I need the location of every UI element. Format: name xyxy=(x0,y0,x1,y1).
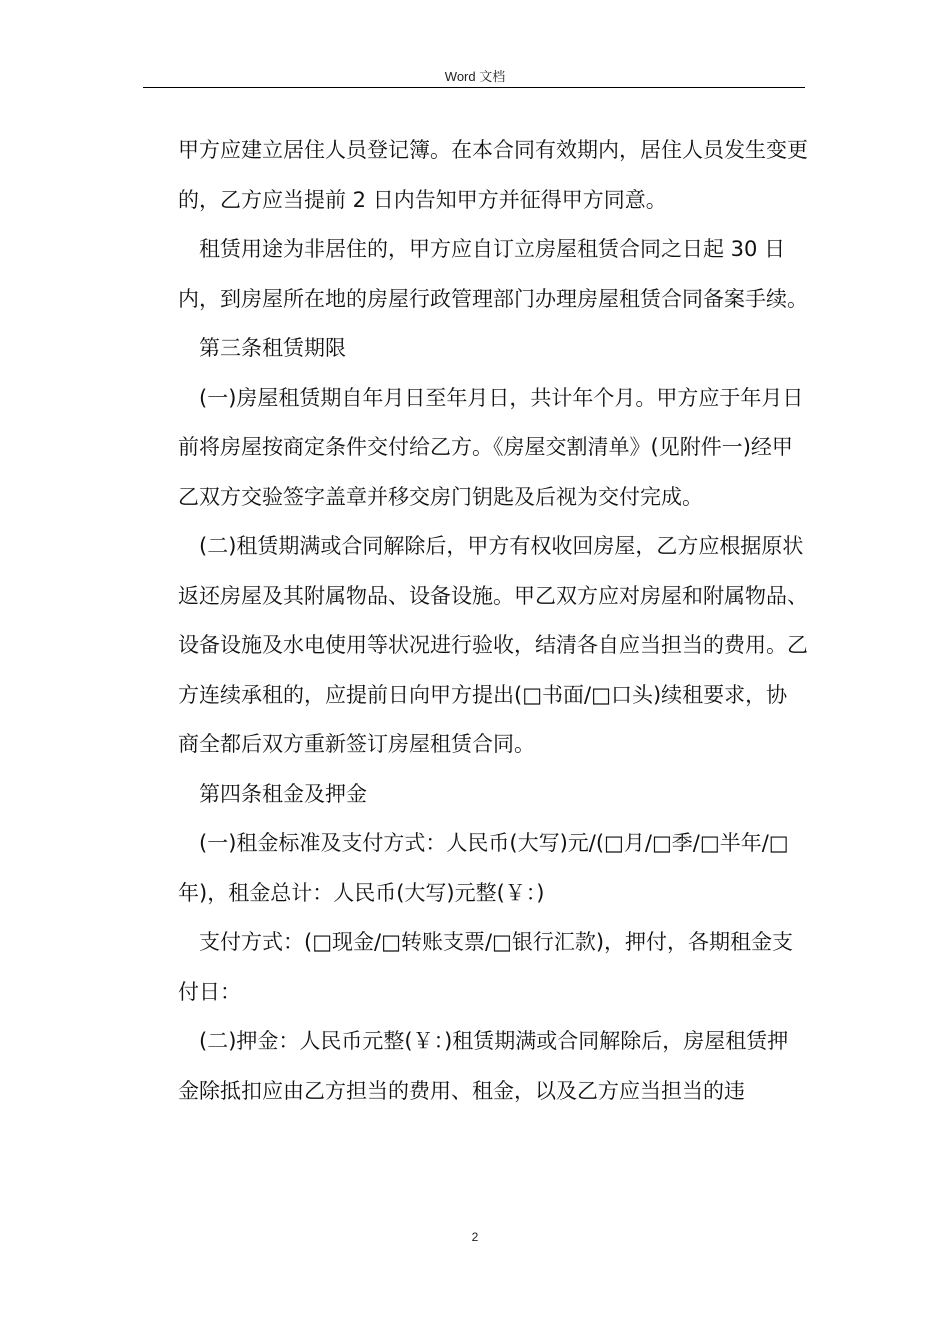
paragraph-payment-method: 支付方式：(□现金/□转账支票/□银行汇款)，押付，各期租金支付日： xyxy=(178,930,794,1004)
section-heading-rent-deposit: 第四条租金及押金 xyxy=(199,781,367,806)
paragraph-lease-period: (一)房屋租赁期自年月日至年月日，共计年个月。甲方应于年月日前将房屋按商定条件交付给乙方。《房屋交割清单》(见附件一)经甲乙双方交验签字盖章并移交房门钥匙及后视为交付完成。 xyxy=(178,385,804,509)
section-heading-lease-term: 第三条租赁期限 xyxy=(199,336,346,360)
page-header: Word 文档 xyxy=(444,69,506,84)
paragraph-lease-expiry: (二)租赁期满或合同解除后，甲方有权收回房屋，乙方应根据原状返还房屋及其附属物品、设备设施。甲乙双方应对房屋和附属物品、设备设施及水电使用等状况进行验收，结清各自应当担当的费用。乙方连续承租的，应提前日向甲方提出(□书面/□口头)续租要求，协商全都后双方重新签订房屋租赁合同。 xyxy=(178,534,808,756)
paragraph-resident-registry: 甲方应建立居住人员登记簿。在本合同有效期内，居住人员发生变更的，乙方应当提前 2 日内告知甲方并征得甲方同意。 xyxy=(178,138,808,212)
paragraph-deposit: (二)押金：人民币元整(￥：)租赁期满或合同解除后，房屋租赁押金除抵扣应由乙方担当的费用、租金，以及乙方应当担当的违 xyxy=(178,1029,789,1103)
header-divider xyxy=(143,87,805,88)
paragraph-rent-standard: (一)租金标准及支付方式：人民币(大写)元/(□月/□季/□半年/□年)，租金总计：人民币(大写)元整(￥：) xyxy=(178,831,789,905)
paragraph-non-residential-filing: 租赁用途为非居住的，甲方应自订立房屋租赁合同之日起 30 日内，到房屋所在地的房屋行政管理部门办理房屋租赁合同备案手续。 xyxy=(178,237,808,311)
document-body xyxy=(178,126,808,1116)
page-number: 2 xyxy=(471,1230,479,1244)
